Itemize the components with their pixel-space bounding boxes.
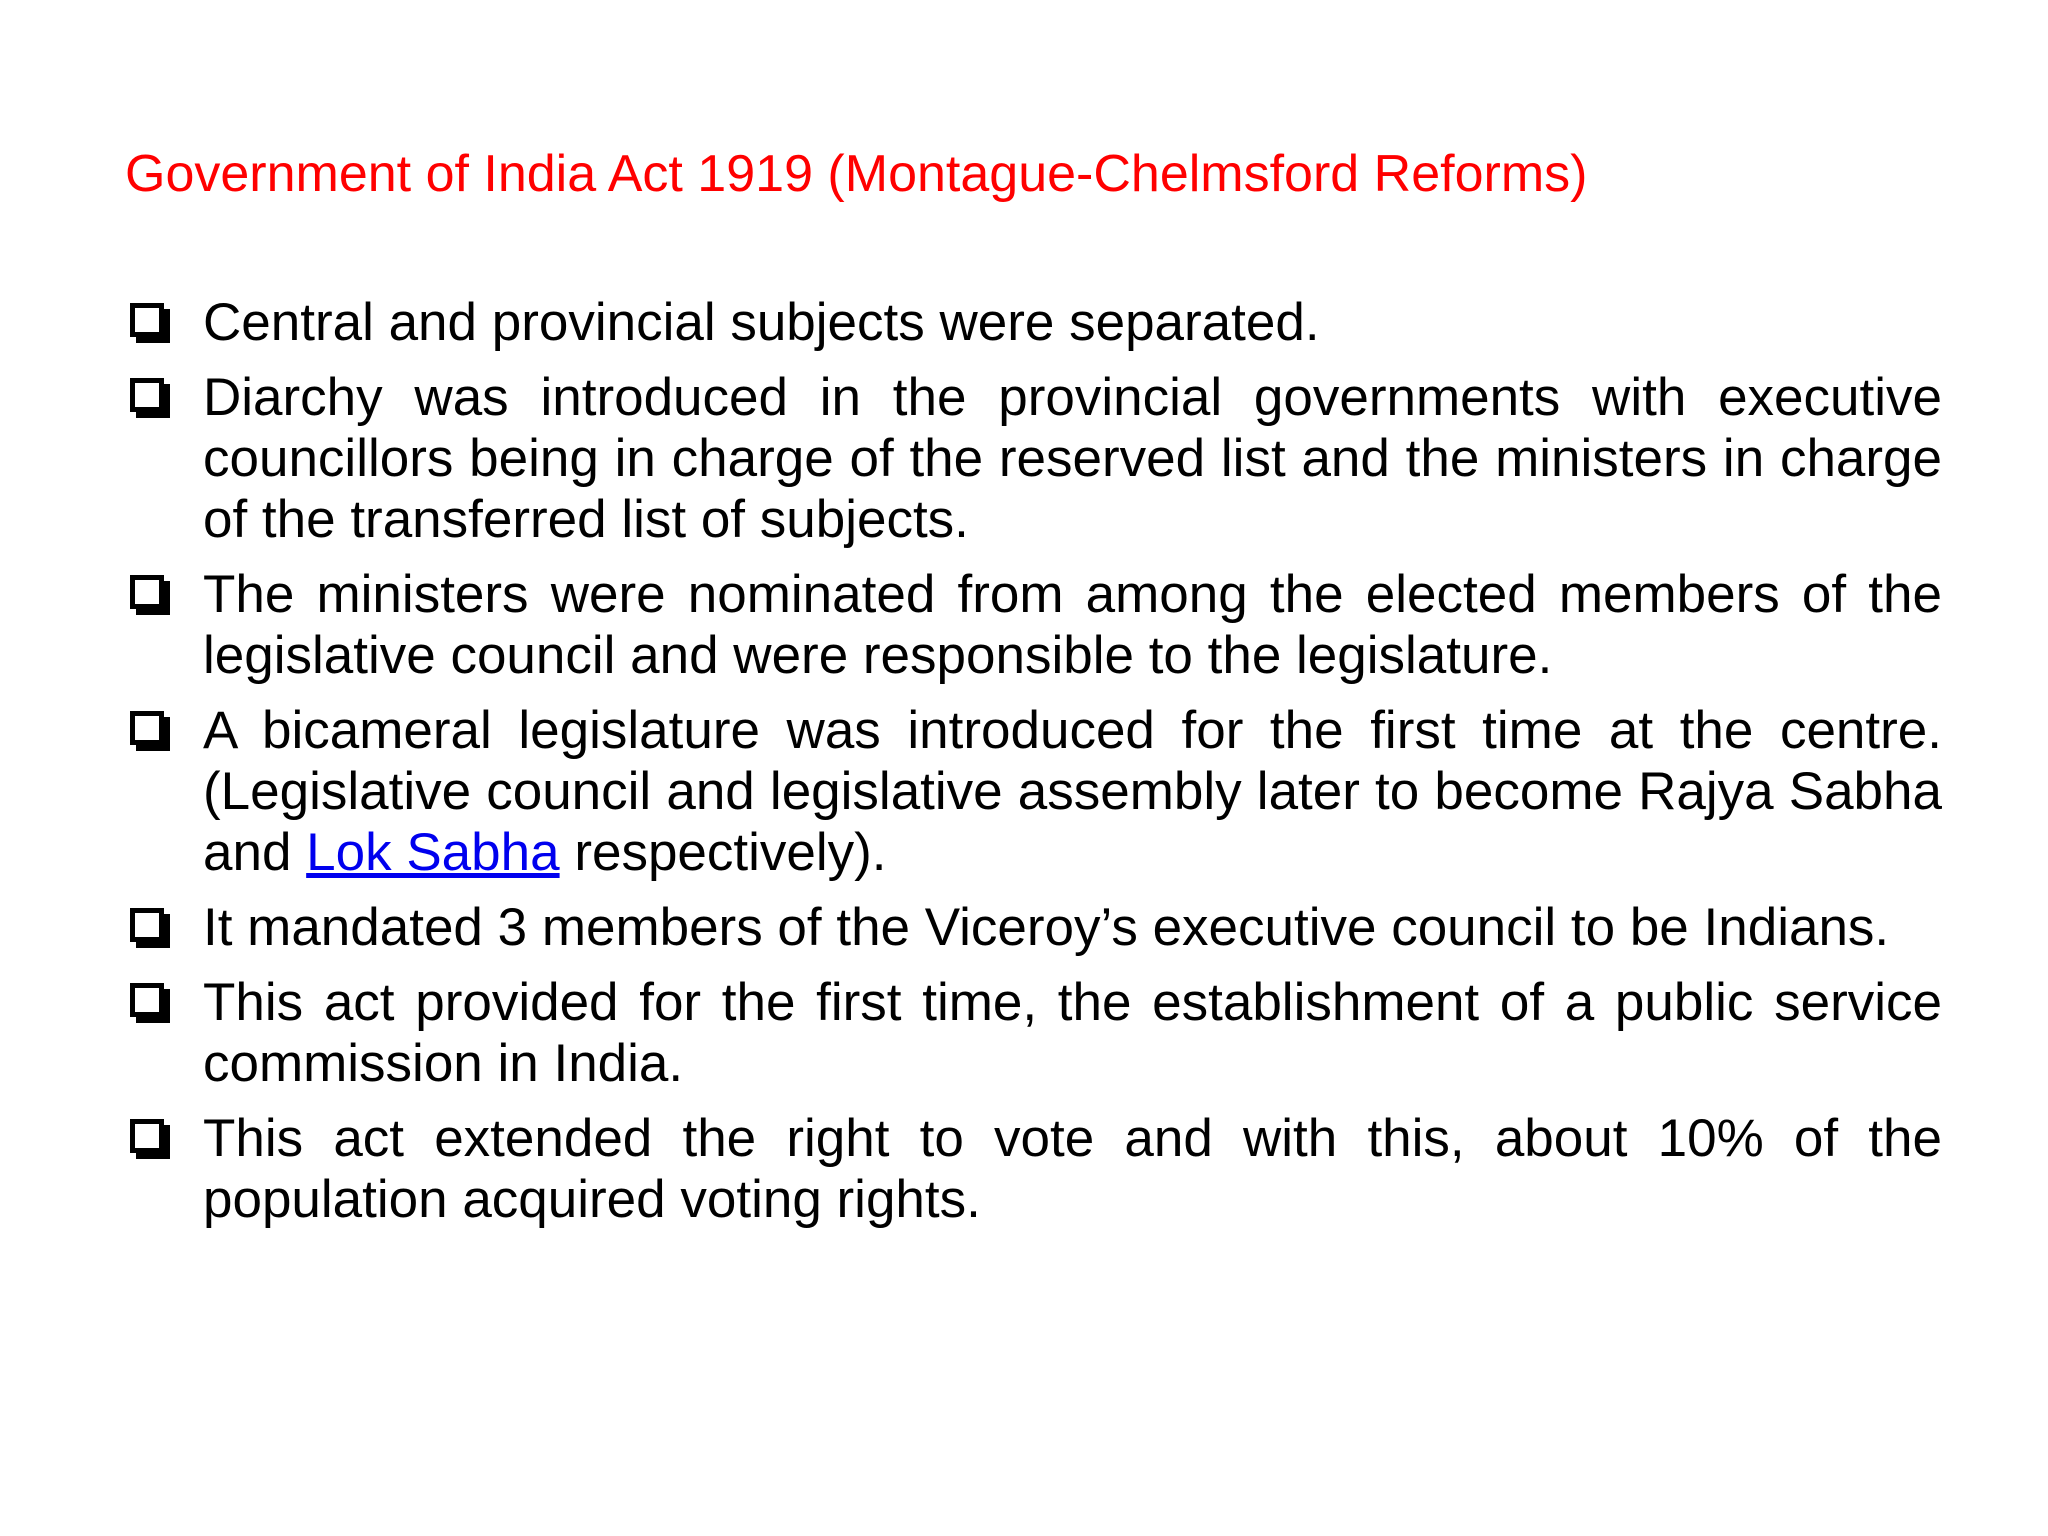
bullet-text: It mandated 3 members of the Viceroy’s executive council to be Indians. [203,898,1890,957]
bullet-item [125,367,1942,550]
bullet-item [125,292,1942,353]
checkbox-square-icon [130,908,164,942]
checkbox-square-icon [130,575,164,609]
bullet-item [125,700,1942,883]
bullet-item [125,1108,1942,1230]
slide-title: Government of India Act 1919 (Montague-Chelmsford Reforms) [125,145,1588,203]
bullet-text-before-link: A bicameral legislature was introduced for the first time at the centre. (Legislative council and legislative assembly later to become Rajya Sabha and [203,701,1942,882]
bullet-item [125,564,1942,686]
checkbox-square-icon [130,983,164,1017]
bullet-text: This act provided for the first time, the establishment of a public service commission in India. [203,973,1942,1093]
bullet-text-after-link: respectively). [559,823,887,882]
bullet-text [203,701,1942,882]
lok-sabha-link[interactable]: Lok Sabha [306,823,560,882]
bullet-item [125,897,1942,958]
checkbox-square-icon [130,711,164,745]
checkbox-square-icon [130,1119,164,1153]
bullet-item [125,972,1942,1094]
checkbox-square-icon [130,378,164,412]
bullet-list [125,292,1942,1244]
bullet-text: Central and provincial subjects were separated. [203,293,1320,352]
bullet-text: This act extended the right to vote and with this, about 10% of the population acquired voting rights. [203,1109,1942,1229]
bullet-text: Diarchy was introduced in the provincial governments with executive councillors being in charge of the reserved list and the ministers in charge of the transferred list of subjects. [203,368,1942,549]
bullet-text: The ministers were nominated from among the elected members of the legislative council and were responsible to the legislature. [203,565,1942,685]
checkbox-square-icon [130,303,164,337]
